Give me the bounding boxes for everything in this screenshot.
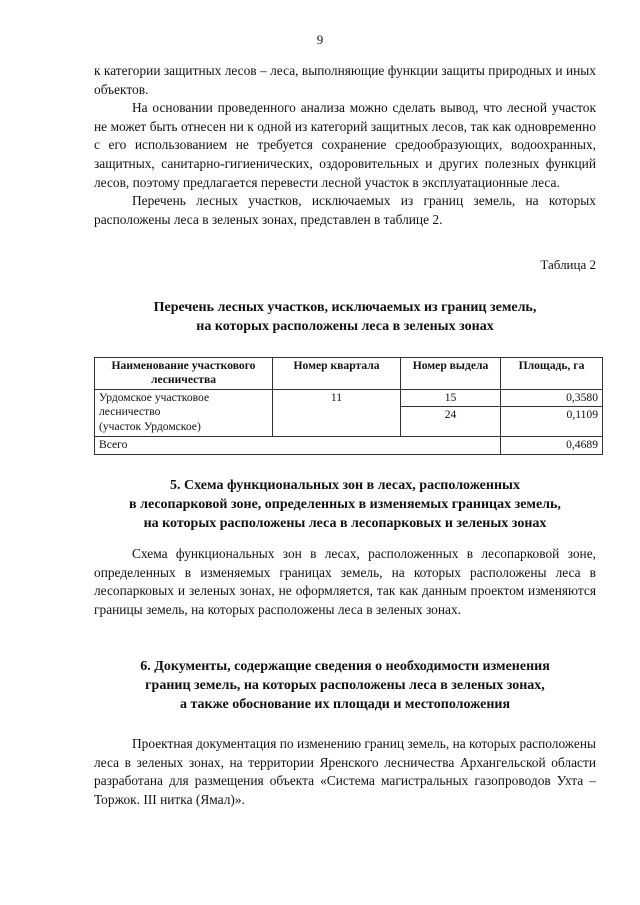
header-area: Площадь, га	[501, 358, 603, 390]
area-cell: 0,1109	[501, 407, 603, 437]
section-6-title-line-1: 6. Документы, содержащие сведения о необходимости изменения	[140, 659, 550, 674]
intro-paragraph-3: Перечень лесных участков, исключаемых из границ земель, на которых расположены леса в зеленых зонах, представлен в таблице 2.	[94, 193, 596, 227]
area-cell: 0,3580	[501, 389, 603, 406]
header-vydel: Номер выдела	[401, 358, 501, 390]
section-6-title-line-3: а также обоснование их площади и местоположения	[179, 697, 511, 712]
section-6-title-line-2: границ земель, на которых расположены леса в зеленых зонах,	[145, 678, 545, 693]
table-total-row	[95, 437, 603, 454]
total-area-cell: 0,4689	[501, 437, 603, 454]
section-5-text	[94, 545, 596, 619]
table-header-row	[95, 358, 603, 390]
section-5-title-line-2: в лесопарковой зоне, определенных в изменяемых границах земель,	[129, 497, 561, 512]
section-5-title-line-3: на которых расположены леса в лесопарковых и зеленых зонах	[143, 516, 547, 531]
intro-paragraph-2: На основании проведенного анализа можно сделать вывод, что лесной участок не может быть отнесен ни к одной из категорий защитных лесов, так как одновременно с его использованием не требуется сохранение средообразующих, водоохранных, защитных, санитарно-гигиенических, оздоровительных и других полезных функций лесов, поэтому предлагается перевести лесной участок в эксплуатационные леса.	[94, 100, 596, 190]
section-6-text	[94, 735, 596, 809]
section-6-paragraph: Проектная документация по изменению границ земель, на которых расположены леса в зеленых зонах, на территории Яренского лесничества Архангельской области разработана для размещения объекта «Система магистральных газопроводов Ухта – Торжок. III нитка (Ямал)».	[94, 736, 596, 807]
forestry-name-line-3: (участок Урдомское)	[99, 419, 201, 433]
section-6-title	[80, 657, 610, 714]
forestry-name-line-1: Урдомское участковое	[99, 390, 210, 404]
intro-text	[94, 62, 596, 229]
total-label-cell: Всего	[95, 437, 501, 454]
quarter-cell: 11	[273, 389, 401, 436]
header-forestry: Наименование участкового лесничества	[95, 358, 273, 390]
vydel-cell: 24	[401, 407, 501, 437]
table-row	[95, 389, 603, 406]
table-title	[80, 298, 610, 336]
section-5-paragraph: Схема функциональных зон в лесах, расположенных в лесопарковой зоне, определенных в изменяемых границах земель, на которых расположены леса в лесопарковых и зеленых зонах, не оформляется, так как данным проектом изменяются границы земель, на которых расположены леса в зеленых зонах.	[94, 546, 596, 617]
forestry-name-cell	[95, 389, 273, 436]
section-5-title	[80, 476, 610, 533]
forestry-name-line-2: лесничество	[99, 405, 161, 419]
page-number: 9	[316, 32, 324, 47]
table-title-line-1: Перечень лесных участков, исключаемых из границ земель,	[153, 300, 537, 315]
intro-paragraph-1: к категории защитных лесов – леса, выполняющие функции защиты природных и иных объектов.	[94, 63, 596, 97]
section-5-title-line-1: 5. Схема функциональных зон в лесах, расположенных	[170, 478, 520, 493]
vydel-cell: 15	[401, 389, 501, 406]
forest-plots-table	[94, 357, 603, 455]
table-title-line-2: на которых расположены леса в зеленых зонах	[196, 319, 494, 334]
header-quarter: Номер квартала	[273, 358, 401, 390]
table-caption: Таблица 2	[540, 257, 596, 272]
